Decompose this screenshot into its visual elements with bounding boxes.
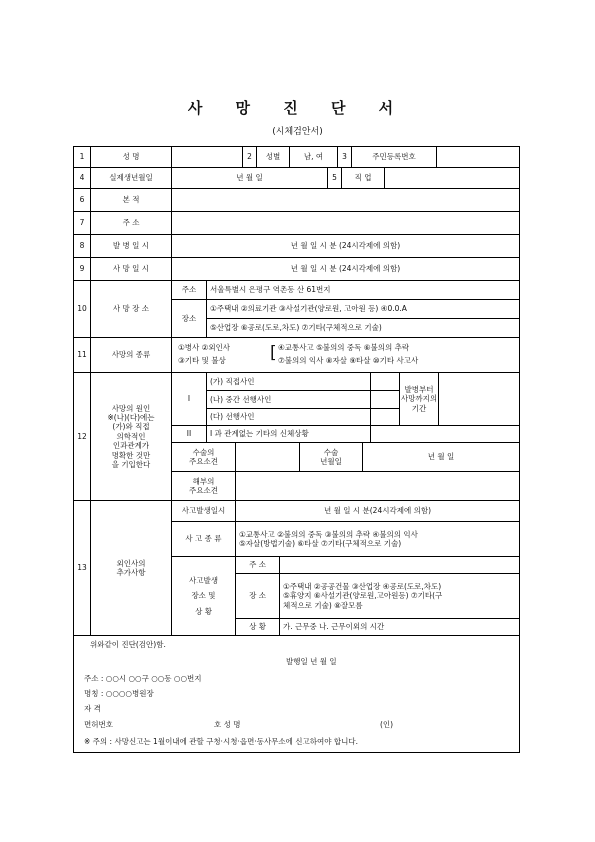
death-cause-label-line: (가)와 직접 xyxy=(112,422,150,432)
rrn-field[interactable] xyxy=(436,146,520,168)
row11-number: 11 xyxy=(73,337,91,373)
death-type-bracket: [ xyxy=(270,343,277,363)
accident-address-label: 주 소 xyxy=(235,556,280,574)
row1-number: 1 xyxy=(73,146,91,168)
death-cause-label-line: 사망의 원인 xyxy=(111,403,151,413)
domicile-label: 본 적 xyxy=(90,188,172,212)
death-place-label: 사 망 장 소 xyxy=(90,280,172,338)
issue-date[interactable]: 발행일 년 월 일 xyxy=(286,657,337,666)
seal-mark[interactable]: (인) xyxy=(380,720,394,729)
job-field[interactable] xyxy=(384,167,520,189)
filing-notice: ※ 주의 : 사망신고는 1월이내에 관할 구청·시청·읍면·동사무소에 신고하여야 합니다. xyxy=(84,737,359,746)
accident-type-line[interactable]: ①교통사고 ②불의의 중독 ③불의의 추락 ④불의의 익사 xyxy=(239,529,418,539)
birthdate-field[interactable]: 년 월 일 xyxy=(171,167,328,189)
surgery-date-line: 수술 xyxy=(323,447,339,457)
external-cause-label xyxy=(90,500,172,636)
document-title: 사 망 진 단 서 xyxy=(187,99,408,117)
address-label: 주 소 xyxy=(90,211,172,235)
death-place-address-value[interactable]: 서울특별시 은평구 역촌동 산 61번지 xyxy=(206,280,520,300)
row12-number: 12 xyxy=(73,372,91,501)
external-cause-label-line: 외인사의 xyxy=(116,558,146,568)
death-cause-label-line: ※(나)(다)에는 xyxy=(107,413,155,423)
birthdate-label: 실제생년월일 xyxy=(90,167,172,189)
surgery-findings-line: 주요소견 xyxy=(189,457,218,466)
cause-section-roman-1: I xyxy=(171,372,207,426)
cause-section-roman-2: II xyxy=(171,425,207,443)
sex-label: 성별 xyxy=(256,146,290,168)
cause-intermediate-label: (나) 중간 선행사인 xyxy=(206,390,371,409)
accident-site-line[interactable]: ①주택내 ②공공건물 ③산업장 ④공로(도로,차도) xyxy=(283,581,442,591)
onset-to-death-line: 사망까지의 xyxy=(400,394,438,404)
onset-to-death-field[interactable] xyxy=(438,372,520,426)
qualification-label: 자 격 xyxy=(84,704,101,713)
license-number-label: 면허번호 xyxy=(84,720,113,729)
accident-situation-options[interactable]: 가. 근무중 나. 근무이외의 시간 xyxy=(279,618,520,636)
onset-label: 발 병 일 시 xyxy=(90,234,172,258)
row9-number: 9 xyxy=(73,257,91,281)
accident-site-options[interactable] xyxy=(279,573,520,619)
death-time-field[interactable]: 년 월 일 시 분 (24시각제에 의함) xyxy=(171,257,520,281)
surgery-date-field[interactable]: 년 월 일 xyxy=(362,442,520,472)
sex-value[interactable]: 남, 여 xyxy=(289,146,338,168)
accident-type-label: 사 고 종 류 xyxy=(171,521,236,557)
death-place-site-label: 장소 xyxy=(171,299,207,338)
issuer-name: 명칭 : ○○○○병원장 xyxy=(84,689,154,698)
domicile-field[interactable] xyxy=(171,188,520,212)
external-cause-label-line: 추가사항 xyxy=(116,568,146,577)
accident-site-line[interactable]: ⑤휴양지 ⑥사설기관(양로원,고아원등) ⑦기타(구 xyxy=(283,591,443,601)
other-conditions-field[interactable] xyxy=(370,425,520,443)
accident-site-line[interactable]: 체적으로 기술) ⑧잘모름 xyxy=(283,600,363,610)
surgery-findings-field[interactable] xyxy=(235,442,300,472)
surgery-findings-line: 수술의 xyxy=(192,447,215,457)
onset-to-death-line: 발병부터 xyxy=(404,384,434,394)
rrn-label: 주민등록번호 xyxy=(351,146,437,168)
accident-place-label-line: 상 황 xyxy=(195,606,212,616)
accident-place-label-line: 사고발생 xyxy=(189,575,218,585)
accident-place-label xyxy=(171,556,236,636)
autopsy-findings-label xyxy=(171,471,236,501)
doctor-name-label: 호 성 명 xyxy=(214,720,241,729)
row4-number: 4 xyxy=(73,167,91,189)
death-cause-label xyxy=(90,372,172,501)
death-type-option-other[interactable]: ③기타 및 불상 xyxy=(178,356,226,365)
cause-underlying-extra[interactable] xyxy=(370,408,400,426)
surgery-date-label xyxy=(299,442,363,472)
issuer-address: 주소 : ○○시 ○○구 ○○동 ○○번지 xyxy=(84,674,202,683)
surgery-findings-label xyxy=(171,442,236,472)
row7-number: 7 xyxy=(73,211,91,235)
row10-number: 10 xyxy=(73,280,91,338)
accident-time-label: 사고발생일시 xyxy=(171,500,236,522)
row8-number: 8 xyxy=(73,234,91,258)
autopsy-findings-field[interactable] xyxy=(235,471,520,501)
job-label: 직 업 xyxy=(341,167,385,189)
death-cause-label-line: 인과관계가 xyxy=(112,441,150,451)
death-cause-label-line: 을 기입한다 xyxy=(111,459,151,469)
cause-underlying-label: (다) 선행사인 xyxy=(206,408,371,426)
death-type-option-natural[interactable]: ①병사 ②외인사 xyxy=(178,343,231,352)
certification-box xyxy=(73,635,520,753)
accident-situation-label: 상 황 xyxy=(235,618,280,636)
onset-to-death-line: 기간 xyxy=(411,403,427,413)
death-cause-label-line: 의학적인 xyxy=(116,431,146,441)
row3-number: 3 xyxy=(337,146,352,168)
certification-statement: 위와같이 진단(검안)함. xyxy=(90,640,166,649)
death-type-external-line1[interactable]: ④교통사고 ⑤불의의 중독 ⑥불의의 추락 xyxy=(278,343,410,352)
document-subtitle: (시체검안서) xyxy=(272,127,323,137)
death-place-options-line2[interactable]: ⑤산업장 ⑥공로(도로,차도) ⑦기타(구체적으로 기술) xyxy=(206,318,520,338)
row13-number: 13 xyxy=(73,500,91,636)
death-type-label: 사망의 종류 xyxy=(90,337,172,373)
accident-type-line[interactable]: ⑤자살(방법기술) ⑥타살 ⑦기타(구체적으로 기술) xyxy=(239,539,402,548)
accident-site-label: 장 소 xyxy=(235,573,280,619)
name-field[interactable] xyxy=(171,146,243,168)
row2-number: 2 xyxy=(242,146,257,168)
death-place-address-label: 주소 xyxy=(171,280,207,300)
onset-field[interactable]: 년 월 일 시 분 (24시각제에 의함) xyxy=(171,234,520,258)
row5-number: 5 xyxy=(327,167,342,189)
death-type-external-line2[interactable]: ⑦불의의 익사 ⑧자살 ⑨타살 ⑩기타 사고사 xyxy=(278,356,419,365)
autopsy-findings-line: 주요소견 xyxy=(189,486,218,495)
accident-place-label-line: 장소 및 xyxy=(191,591,216,601)
surgery-date-line: 년월일 xyxy=(320,457,342,466)
row6-number: 6 xyxy=(73,188,91,212)
death-place-options-line1[interactable]: ①주택내 ②의료기관 ③사설기관(양로원, 고아원 등) ④0.0.A xyxy=(206,299,520,319)
accident-address-field[interactable] xyxy=(279,556,520,574)
death-cause-label-line: 명확한 것만 xyxy=(111,450,151,460)
cause-direct-extra[interactable] xyxy=(370,372,400,391)
address-field[interactable] xyxy=(171,211,520,235)
accident-time-field[interactable]: 년 월 일 시 분(24시각제에 의함) xyxy=(235,500,520,522)
cause-direct-label: (가) 직접사인 xyxy=(206,372,371,391)
name-label: 성 명 xyxy=(90,146,172,168)
onset-to-death-label xyxy=(399,372,439,426)
autopsy-findings-line: 해부의 xyxy=(192,476,215,486)
other-conditions-label: I 과 관계없는 기타의 신체상황 xyxy=(206,425,371,443)
death-type-options[interactable] xyxy=(171,337,520,373)
cause-intermediate-extra[interactable] xyxy=(370,390,400,409)
accident-type-options[interactable] xyxy=(235,521,520,557)
death-time-label: 사 망 일 시 xyxy=(90,257,172,281)
